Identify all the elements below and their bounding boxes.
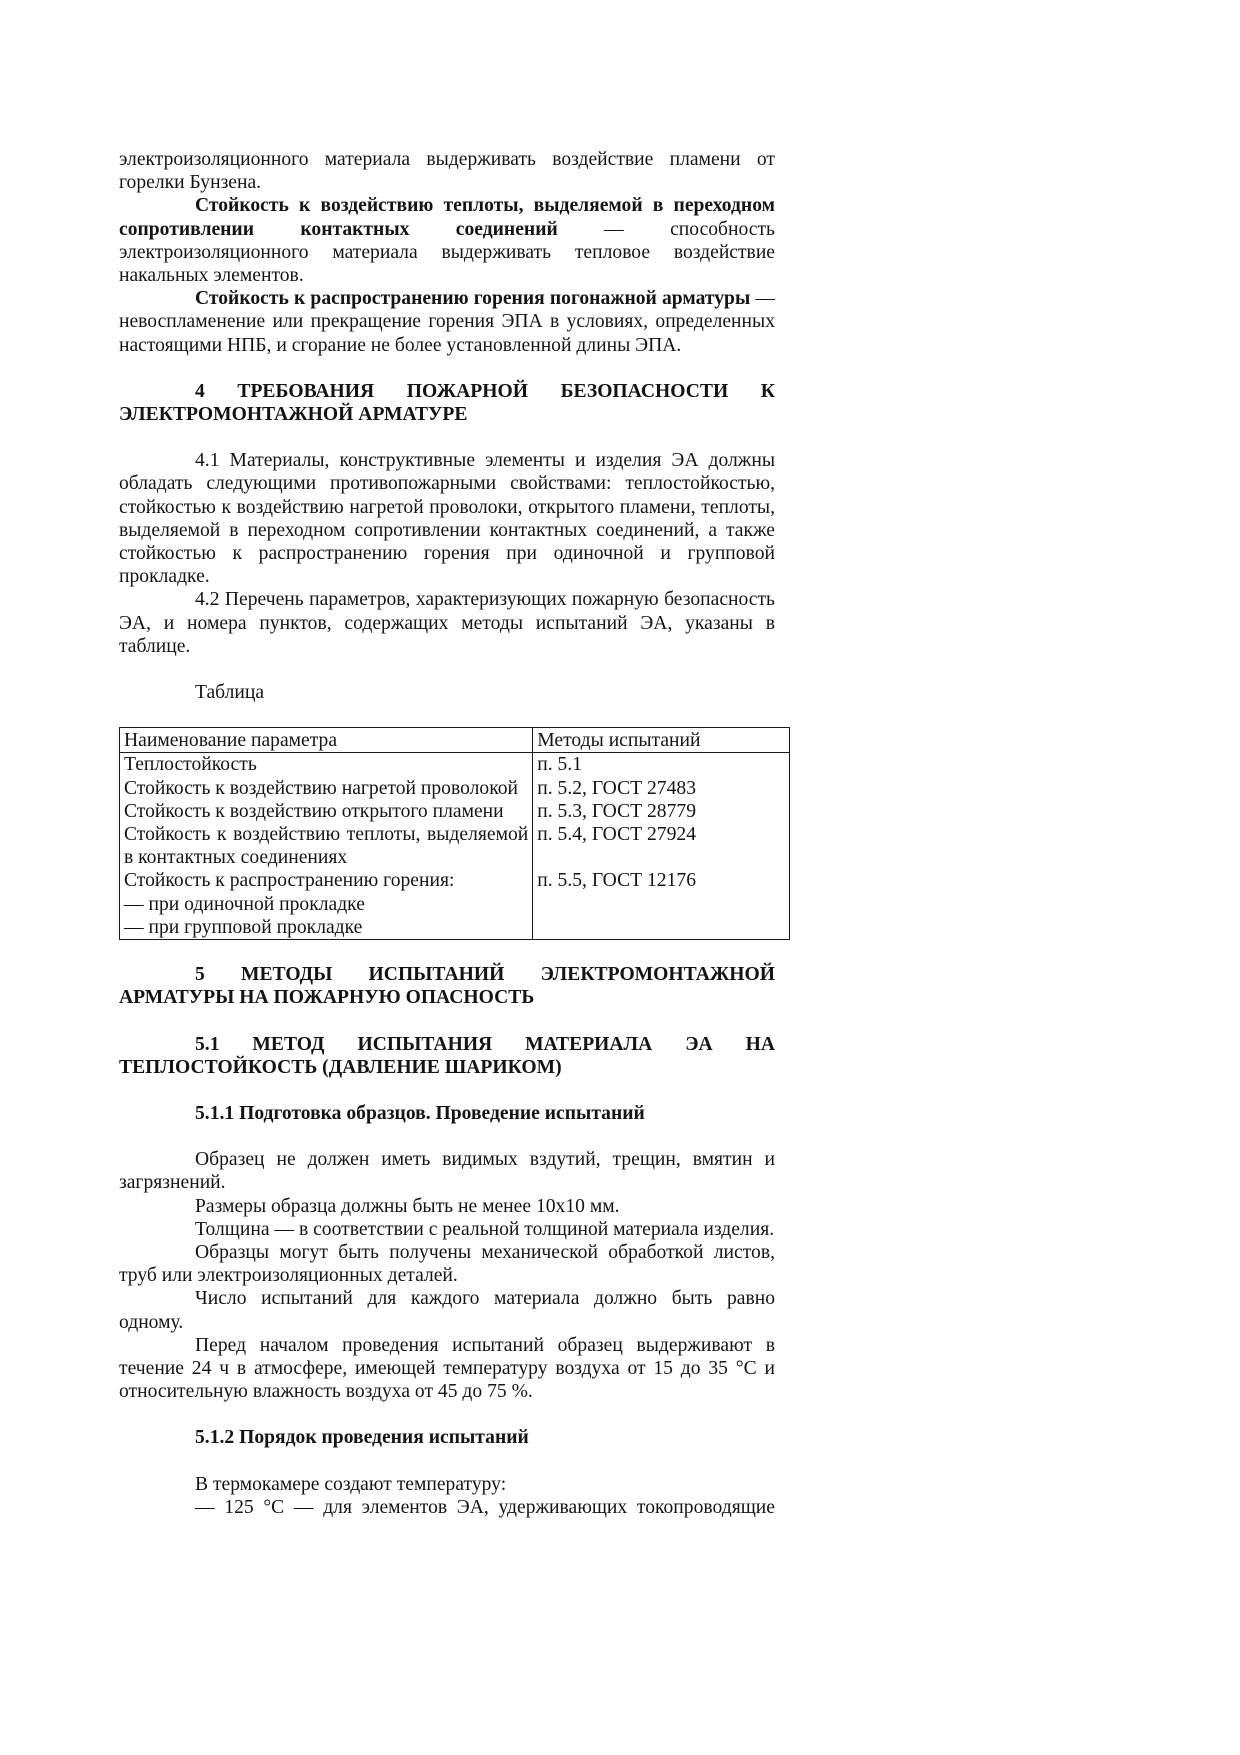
paragraph-5-1-1-e: Число испытаний для каждого материала должно быть равно одному. [119, 1288, 775, 1333]
method-cell: п. 5.3, ГОСТ 28779 [537, 800, 696, 822]
paragraph-5-1-2-a: В термокамере создают температуру: [195, 1473, 507, 1495]
test-methods-table [119, 727, 790, 940]
table-header-row [120, 728, 790, 753]
paragraph-4-2: 4.2 Перечень параметров, характеризующих пожарную безопасность ЭА, и номера пунктов, содержащих методы испытаний ЭА, указаны в таблице. [119, 589, 775, 657]
method-cell: п. 5.5, ГОСТ 12176 [537, 870, 696, 892]
parameter-cell: — при групповой прокладке [120, 916, 533, 940]
table-row [120, 800, 790, 823]
table-row [120, 893, 790, 916]
column-header-parameter: Наименование параметра [120, 728, 533, 753]
section-5-1-2-heading: 5.1.2 Порядок проведения испытаний [195, 1427, 529, 1449]
definition-text: — способность электроизоляционного материала выдерживать тепловое воздействие накальных элементов. [119, 218, 775, 287]
section-5-1-heading: 5.1 МЕТОД ИСПЫТАНИЯ МАТЕРИАЛА ЭА НА ТЕПЛОСТОЙКОСТЬ (ДАВЛЕНИЕ ШАРИКОМ) [119, 1033, 775, 1078]
paragraph-4-1: 4.1 Материалы, конструктивные элементы и изделия ЭА должны обладать следующими противопожарными свойствами: теплостойкостью, стойкостью к воздействию нагретой проволоки, открытого пламени, теплоты, выделяемой в переходном сопротивлении контактных соединений, а также стойкостью к распространению горения при одиночной и групповой прокладке. [119, 450, 775, 588]
parameter-cell: Стойкость к распространению горения: [120, 869, 533, 892]
table-row [120, 753, 790, 777]
table-caption: Таблица [195, 682, 265, 704]
method-cell [533, 893, 790, 916]
paragraph-5-1-1-b: Размеры образца должны быть не менее 10х10 мм. [195, 1195, 620, 1217]
section-4-heading: 4 ТРЕБОВАНИЯ ПОЖАРНОЙ БЕЗОПАСНОСТИ К ЭЛЕКТРОМОНТАЖНОЙ АРМАТУРЕ [119, 380, 775, 426]
definition-term: Стойкость к распространению горения погонажной арматуры [195, 288, 751, 310]
method-cell: п. 5.4, ГОСТ 27924 [537, 824, 696, 846]
definition-term: Стойкость к воздействию теплоты, выделяемой в переходном сопротивлении контактных соединений [119, 195, 775, 240]
parameter-cell: — при одиночной прокладке [120, 893, 533, 916]
parameter-cell: Стойкость к воздействию открытого пламени [120, 800, 533, 823]
table-row [120, 869, 790, 892]
parameter-cell: Стойкость к воздействию теплоты, выделяемой в контактных соединениях [120, 823, 533, 869]
section-5-1-1-heading: 5.1.1 Подготовка образцов. Проведение испытаний [195, 1102, 645, 1124]
paragraph-5-1-1-c: Толщина — в соответствии с реальной толщиной материала изделия. [195, 1218, 775, 1240]
table-row [120, 823, 790, 869]
table-row [120, 916, 790, 940]
document-page [119, 148, 775, 1519]
method-cell [533, 916, 790, 940]
definition-contact-heat [119, 194, 775, 287]
method-cell: п. 5.1 [537, 754, 583, 776]
paragraph-5-1-1-f: Перед началом проведения испытаний образец выдерживают в течение 24 ч в атмосфере, имеющей температуру воздуха от 15 до 35 °С и относительную влажность воздуха от 45 до 75 %. [119, 1334, 775, 1403]
definition-text: — невоспламенение или прекращение горения ЭПА в условиях, определенных настоящими НПБ, и сгорание не более установленной длины ЭПА. [119, 288, 775, 356]
parameter-cell: Теплостойкость [120, 753, 533, 777]
column-header-methods: Методы испытаний [533, 728, 790, 753]
method-cell: п. 5.2, ГОСТ 27483 [537, 777, 696, 799]
paragraph-5-1-1-d: Образцы могут быть получены механической обработкой листов, труб или электроизоляционных деталей. [119, 1241, 775, 1287]
intro-paragraph-1: электроизоляционного материала выдерживать воздействие пламени от горелки Бунзена. [119, 149, 775, 194]
definition-flame-spread [119, 287, 775, 357]
paragraph-5-1-1-a: Образец не должен иметь видимых вздутий, трещин, вмятин и загрязнений. [119, 1149, 775, 1194]
table-row [120, 777, 790, 800]
section-5-heading: 5 МЕТОДЫ ИСПЫТАНИЙ ЭЛЕКТРОМОНТАЖНОЙ АРМАТУРЫ НА ПОЖАРНУЮ ОПАСНОСТЬ [119, 964, 775, 1009]
parameter-cell: Стойкость к воздействию нагретой проволокой [120, 777, 533, 800]
paragraph-5-1-2-b: — 125 °С — для элементов ЭА, удерживающих токопроводящие [195, 1496, 775, 1518]
